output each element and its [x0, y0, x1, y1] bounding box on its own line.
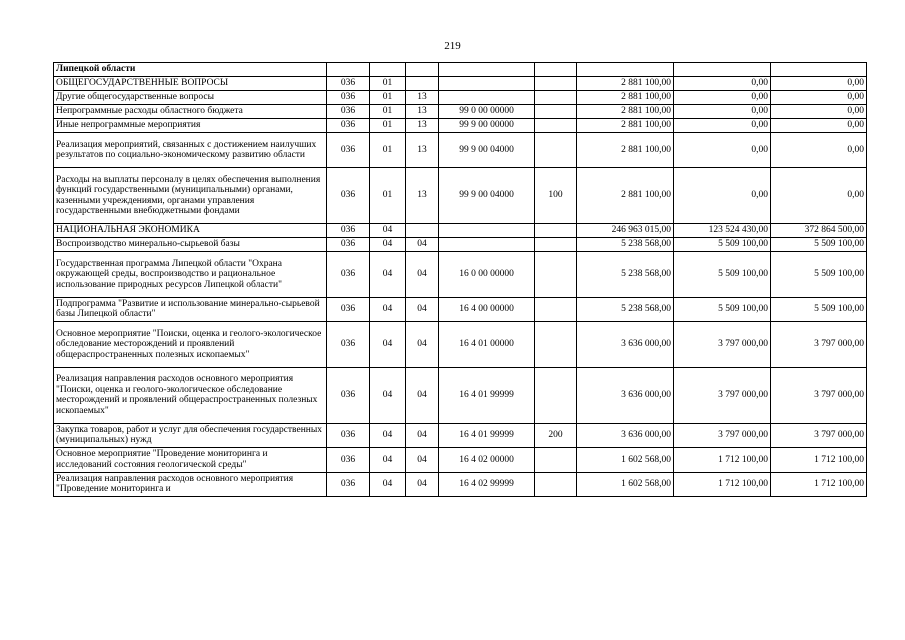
- row-section-cell: 04: [370, 224, 406, 238]
- row-subsection-cell: 04: [406, 423, 439, 448]
- row-amount-1-cell: 3 636 000,00: [577, 322, 674, 368]
- row-target-article-cell: 99 9 00 04000: [439, 168, 535, 224]
- row-name-cell: Расходы на выплаты персоналу в целях обеспечения выполнения функций государственными (муниципальными) органами, казенными учреждениями, органами управления государственными внебюджетными фондами: [54, 168, 327, 224]
- table-row: [54, 63, 867, 77]
- row-amount-3-cell: 3 797 000,00: [771, 423, 867, 448]
- row-target-article-cell: [439, 238, 535, 252]
- row-section-cell: 04: [370, 423, 406, 448]
- row-amount-2-cell: 5 509 100,00: [674, 252, 771, 298]
- table-row: [54, 133, 867, 168]
- row-expense-type-cell: [535, 91, 577, 105]
- row-expense-type-cell: [535, 448, 577, 473]
- page-number: 219: [444, 40, 461, 52]
- row-section-cell: 01: [370, 133, 406, 168]
- row-amount-2-cell: 0,00: [674, 119, 771, 133]
- row-amount-3-cell: 0,00: [771, 91, 867, 105]
- table-row: [54, 119, 867, 133]
- row-target-article-cell: 16 4 02 99999: [439, 472, 535, 497]
- row-amount-1-cell: 2 881 100,00: [577, 133, 674, 168]
- row-amount-2-cell: 0,00: [674, 91, 771, 105]
- row-target-article-cell: [439, 224, 535, 238]
- row-expense-type-cell: 100: [535, 168, 577, 224]
- row-subsection-cell: 04: [406, 448, 439, 473]
- row-target-article-cell: 99 9 00 04000: [439, 133, 535, 168]
- row-section-cell: [370, 63, 406, 77]
- row-amount-1-cell: 5 238 568,00: [577, 238, 674, 252]
- row-amount-3-cell: 3 797 000,00: [771, 367, 867, 423]
- row-grbs-cell: 036: [327, 168, 370, 224]
- row-grbs-cell: 036: [327, 297, 370, 322]
- row-name-cell: Реализация мероприятий, связанных с достижением наилучших результатов по социально-экономическому развитию области: [54, 133, 327, 168]
- row-grbs-cell: 036: [327, 423, 370, 448]
- row-amount-1-cell: 3 636 000,00: [577, 367, 674, 423]
- row-amount-1-cell: 2 881 100,00: [577, 168, 674, 224]
- row-amount-2-cell: 5 509 100,00: [674, 238, 771, 252]
- row-amount-1-cell: 2 881 100,00: [577, 91, 674, 105]
- row-amount-3-cell: 1 712 100,00: [771, 472, 867, 497]
- row-name-cell: ОБЩЕГОСУДАРСТВЕННЫЕ ВОПРОСЫ: [54, 77, 327, 91]
- row-grbs-cell: 036: [327, 91, 370, 105]
- row-section-cell: 04: [370, 472, 406, 497]
- row-section-cell: 04: [370, 367, 406, 423]
- row-name-cell: Воспроизводство минерально-сырьевой базы: [54, 238, 327, 252]
- row-amount-1-cell: 1 602 568,00: [577, 448, 674, 473]
- row-amount-2-cell: 3 797 000,00: [674, 367, 771, 423]
- row-subsection-cell: [406, 224, 439, 238]
- row-amount-2-cell: 5 509 100,00: [674, 297, 771, 322]
- row-section-cell: 01: [370, 105, 406, 119]
- table-row: [54, 423, 867, 448]
- row-amount-3-cell: 0,00: [771, 77, 867, 91]
- row-subsection-cell: 04: [406, 238, 439, 252]
- row-grbs-cell: 036: [327, 252, 370, 298]
- row-expense-type-cell: [535, 119, 577, 133]
- row-expense-type-cell: [535, 238, 577, 252]
- row-subsection-cell: 04: [406, 367, 439, 423]
- row-subsection-cell: 13: [406, 168, 439, 224]
- table-row: [54, 367, 867, 423]
- row-amount-2-cell: 123 524 430,00: [674, 224, 771, 238]
- row-amount-3-cell: 0,00: [771, 119, 867, 133]
- row-target-article-cell: 16 0 00 00000: [439, 252, 535, 298]
- table-row: [54, 252, 867, 298]
- row-grbs-cell: 036: [327, 322, 370, 368]
- row-subsection-cell: 13: [406, 119, 439, 133]
- row-amount-2-cell: 3 797 000,00: [674, 322, 771, 368]
- row-name-cell: Закупка товаров, работ и услуг для обеспечения государственных (муниципальных) нужд: [54, 423, 327, 448]
- row-target-article-cell: 16 4 01 99999: [439, 423, 535, 448]
- row-amount-3-cell: 0,00: [771, 105, 867, 119]
- row-amount-3-cell: [771, 63, 867, 77]
- table-row: [54, 322, 867, 368]
- row-amount-2-cell: 0,00: [674, 133, 771, 168]
- row-name-cell: Подпрограмма "Развитие и использование минерально-сырьевой базы Липецкой области": [54, 297, 327, 322]
- row-amount-2-cell: 1 712 100,00: [674, 448, 771, 473]
- row-target-article-cell: 16 4 00 00000: [439, 297, 535, 322]
- row-subsection-cell: 13: [406, 105, 439, 119]
- row-target-article-cell: 99 0 00 00000: [439, 105, 535, 119]
- row-expense-type-cell: 200: [535, 423, 577, 448]
- row-name-cell: Реализация направления расходов основного мероприятия "Поиски, оценка и геолого-экологическое обследование месторождений и проявлений общераспространенных полезных ископаемых": [54, 367, 327, 423]
- row-grbs-cell: 036: [327, 472, 370, 497]
- budget-table-body: [54, 63, 867, 497]
- row-name-cell: Другие общегосударственные вопросы: [54, 91, 327, 105]
- row-expense-type-cell: [535, 322, 577, 368]
- row-section-cell: 04: [370, 252, 406, 298]
- row-expense-type-cell: [535, 367, 577, 423]
- row-subsection-cell: 13: [406, 133, 439, 168]
- row-grbs-cell: 036: [327, 119, 370, 133]
- table-row: [54, 238, 867, 252]
- row-amount-2-cell: 0,00: [674, 105, 771, 119]
- row-target-article-cell: 16 4 01 99999: [439, 367, 535, 423]
- row-target-article-cell: [439, 63, 535, 77]
- row-amount-2-cell: 0,00: [674, 77, 771, 91]
- row-amount-1-cell: 2 881 100,00: [577, 105, 674, 119]
- row-subsection-cell: 04: [406, 322, 439, 368]
- row-expense-type-cell: [535, 224, 577, 238]
- table-row: [54, 105, 867, 119]
- row-target-article-cell: 16 4 02 00000: [439, 448, 535, 473]
- row-grbs-cell: 036: [327, 224, 370, 238]
- row-grbs-cell: [327, 63, 370, 77]
- row-amount-1-cell: 1 602 568,00: [577, 472, 674, 497]
- row-subsection-cell: 04: [406, 472, 439, 497]
- table-row: [54, 297, 867, 322]
- row-amount-1-cell: [577, 63, 674, 77]
- row-section-cell: 04: [370, 448, 406, 473]
- row-subsection-cell: 13: [406, 91, 439, 105]
- row-name-cell: Основное мероприятие "Поиски, оценка и геолого-экологическое обследование месторождений и проявлений общераспространенных полезных ископаемых": [54, 322, 327, 368]
- row-name-cell: Основное мероприятие "Проведение мониторинга и исследований состояния геологической среды": [54, 448, 327, 473]
- row-name-cell: Липецкой области: [54, 63, 327, 77]
- row-amount-1-cell: 2 881 100,00: [577, 77, 674, 91]
- row-amount-1-cell: 246 963 015,00: [577, 224, 674, 238]
- row-subsection-cell: 04: [406, 252, 439, 298]
- row-amount-1-cell: 2 881 100,00: [577, 119, 674, 133]
- row-section-cell: 04: [370, 322, 406, 368]
- row-amount-3-cell: 372 864 500,00: [771, 224, 867, 238]
- row-name-cell: Иные непрограммные мероприятия: [54, 119, 327, 133]
- row-grbs-cell: 036: [327, 448, 370, 473]
- row-expense-type-cell: [535, 133, 577, 168]
- row-grbs-cell: 036: [327, 77, 370, 91]
- row-subsection-cell: 04: [406, 297, 439, 322]
- row-target-article-cell: 16 4 01 00000: [439, 322, 535, 368]
- row-section-cell: 01: [370, 77, 406, 91]
- row-amount-2-cell: 3 797 000,00: [674, 423, 771, 448]
- row-name-cell: Реализация направления расходов основного мероприятия "Проведение мониторинга и: [54, 472, 327, 497]
- row-expense-type-cell: [535, 252, 577, 298]
- table-row: [54, 168, 867, 224]
- table-row: [54, 224, 867, 238]
- row-target-article-cell: [439, 77, 535, 91]
- table-row: [54, 472, 867, 497]
- table-row: [54, 77, 867, 91]
- row-expense-type-cell: [535, 63, 577, 77]
- row-expense-type-cell: [535, 297, 577, 322]
- row-grbs-cell: 036: [327, 238, 370, 252]
- row-section-cell: 01: [370, 119, 406, 133]
- row-expense-type-cell: [535, 472, 577, 497]
- row-expense-type-cell: [535, 77, 577, 91]
- row-amount-2-cell: 0,00: [674, 168, 771, 224]
- row-amount-3-cell: 3 797 000,00: [771, 322, 867, 368]
- row-section-cell: 04: [370, 297, 406, 322]
- row-target-article-cell: 99 9 00 00000: [439, 119, 535, 133]
- table-row: [54, 448, 867, 473]
- row-amount-3-cell: 0,00: [771, 168, 867, 224]
- row-amount-3-cell: 5 509 100,00: [771, 297, 867, 322]
- row-amount-3-cell: 5 509 100,00: [771, 238, 867, 252]
- row-amount-1-cell: 5 238 568,00: [577, 252, 674, 298]
- row-subsection-cell: [406, 63, 439, 77]
- row-name-cell: Государственная программа Липецкой области "Охрана окружающей среды, воспроизводство и рациональное использование природных ресурсов Липецкой области": [54, 252, 327, 298]
- row-subsection-cell: [406, 77, 439, 91]
- row-amount-3-cell: 5 509 100,00: [771, 252, 867, 298]
- row-expense-type-cell: [535, 105, 577, 119]
- row-grbs-cell: 036: [327, 133, 370, 168]
- row-amount-1-cell: 3 636 000,00: [577, 423, 674, 448]
- row-target-article-cell: [439, 91, 535, 105]
- row-section-cell: 01: [370, 91, 406, 105]
- row-amount-2-cell: 1 712 100,00: [674, 472, 771, 497]
- row-grbs-cell: 036: [327, 105, 370, 119]
- row-section-cell: 01: [370, 168, 406, 224]
- row-name-cell: НАЦИОНАЛЬНАЯ ЭКОНОМИКА: [54, 224, 327, 238]
- table-row: [54, 91, 867, 105]
- row-amount-3-cell: 0,00: [771, 133, 867, 168]
- row-amount-1-cell: 5 238 568,00: [577, 297, 674, 322]
- budget-table: [53, 62, 867, 497]
- row-grbs-cell: 036: [327, 367, 370, 423]
- row-amount-2-cell: [674, 63, 771, 77]
- row-name-cell: Непрограммные расходы областного бюджета: [54, 105, 327, 119]
- row-section-cell: 04: [370, 238, 406, 252]
- row-amount-3-cell: 1 712 100,00: [771, 448, 867, 473]
